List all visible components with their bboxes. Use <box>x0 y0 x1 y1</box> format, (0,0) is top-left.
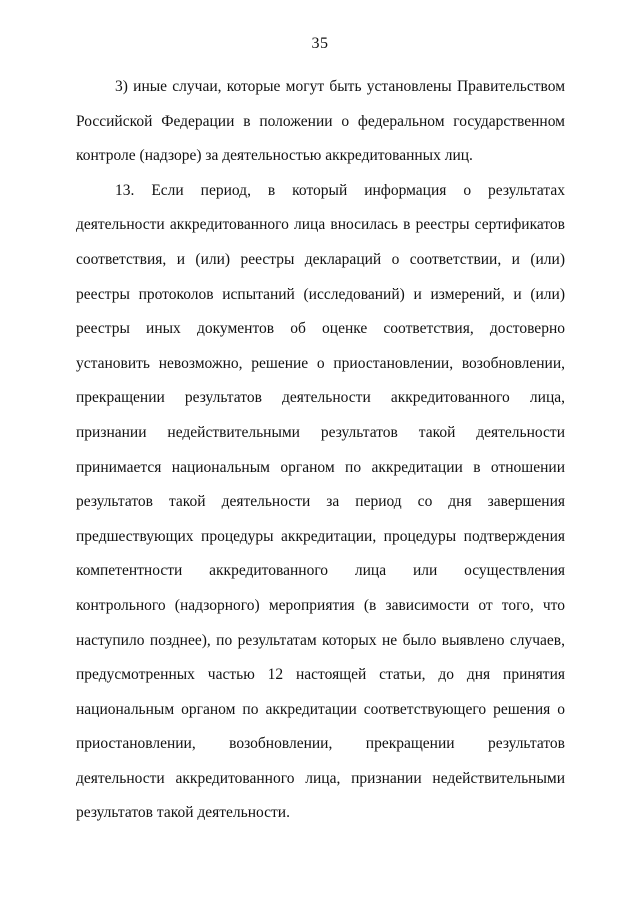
page-number: 35 <box>311 35 329 52</box>
paragraph-item-3: 3) иные случаи, которые могут быть установлены Правительством Российской Федерации в положении о федеральном государственном контроле (надзоре) за деятельностью аккредитованных лиц. <box>76 78 565 165</box>
document-body <box>76 70 565 831</box>
paragraph-section-13: 13. Если период, в который информация о результатах деятельности аккредитованного лица вносилась в реестры сертификатов соответствия, и (или) реестры деклараций о соответствии, и (или) реестры протоколов испытаний (исследований) и измерений, и (или) реестры иных документов об оценке соответствия, достоверно установить невозможно, решение о приостановлении, возобновлении, прекращении результатов деятельности аккредитованного лица, признании недействительными результатов такой деятельности принимается национальным органом по аккредитации в отношении результатов такой деятельности за период со дня завершения предшествующих процедуры аккредитации, процедуры подтверждения компетентности аккредитованного лица или осуществления контрольного (надзорного) мероприятия (в зависимости от того, что наступило позднее), по результатам которых не было выявлено случаев, предусмотренных частью 12 настоящей статьи, до дня принятия национальным органом по аккредитации соответствующего решения о приостановлении, возобновлении, прекращении результатов деятельности аккредитованного лица, признании недействительными результатов такой деятельности. <box>76 181 565 822</box>
